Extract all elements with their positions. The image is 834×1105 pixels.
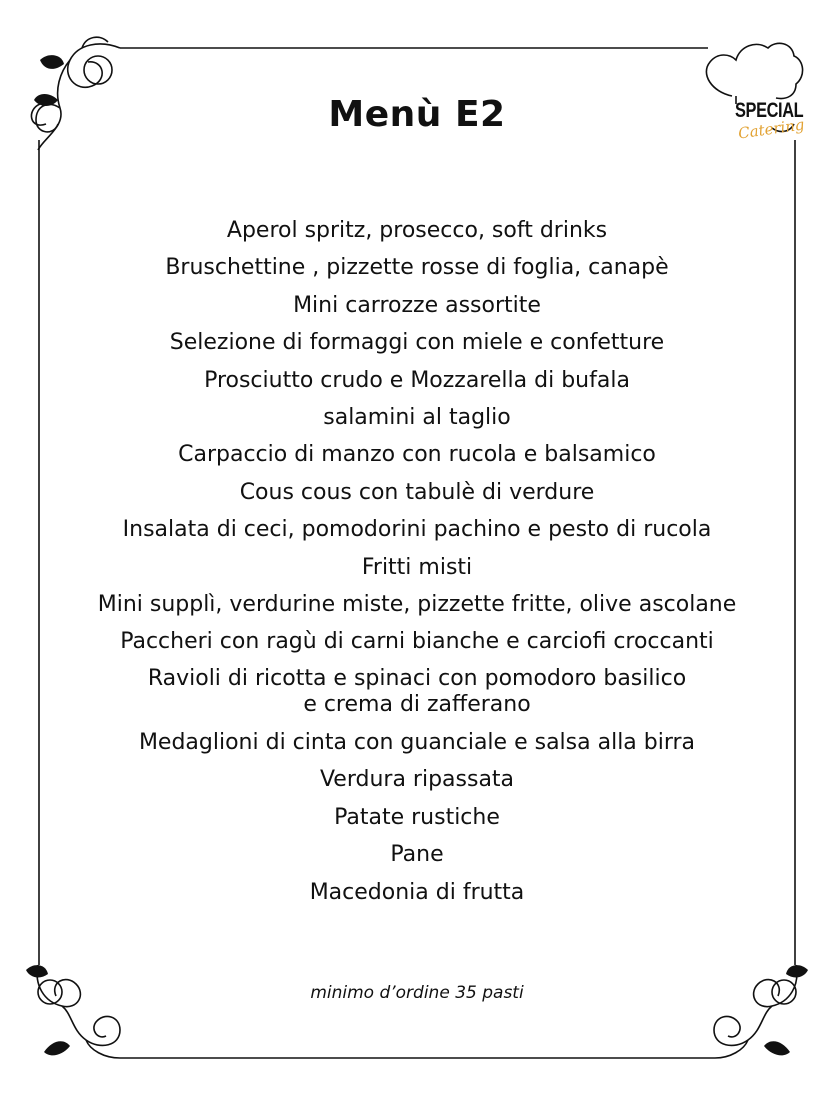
menu-item: Cous cous con tabulè di verdure [239, 479, 595, 505]
menu-item-two-line [0, 661, 834, 724]
menu-item: Pane [390, 842, 444, 868]
minimum-order-note: minimo d’ordine 35 pasti [310, 983, 524, 1003]
menu-item: Selezione di formaggi con miele e confetture [169, 330, 665, 356]
menu-list [0, 212, 834, 911]
menu-item: Fritti misti [361, 554, 473, 580]
flourish-bottom-left [37, 965, 120, 1058]
menu-title: Menù E2 [328, 94, 506, 135]
menu-item: Paccheri con ragù di carni bianche e carciofi croccanti [120, 629, 714, 655]
menu-item: Carpaccio di manzo con rucola e balsamico [178, 442, 656, 468]
menu-item-line: Ravioli di ricotta e spinaci con pomodoro basilico [147, 665, 687, 691]
logo-special-text: SPECIAL [735, 99, 804, 122]
menu-item: Macedonia di frutta [309, 879, 525, 905]
menu-item: Verdura ripassata [319, 767, 515, 793]
menu-item: Medaglioni di cinta con guanciale e salsa alla birra [138, 729, 696, 755]
menu-item: Bruschettine , pizzette rosse di foglia, canapè [165, 255, 669, 281]
menu-item: Patate rustiche [334, 804, 500, 830]
menu-item: Aperol spritz, prosecco, soft drinks [226, 218, 608, 243]
flourish-bottom-right [714, 965, 797, 1058]
menu-item-line: e crema di zafferano [303, 691, 531, 717]
menu-item: Insalata di ceci, pomodorini pachino e pesto di rucola [122, 517, 712, 543]
menu-item: Prosciutto crudo e Mozzarella di bufala [204, 367, 630, 393]
logo-catering-text: Catering [737, 115, 806, 143]
menu-item: Mini carrozze assortite [293, 292, 541, 318]
menu-item: salamini al taglio [323, 405, 511, 431]
menu-item: Mini supplì, verdurine miste, pizzette fritte, olive ascolane [97, 592, 737, 618]
